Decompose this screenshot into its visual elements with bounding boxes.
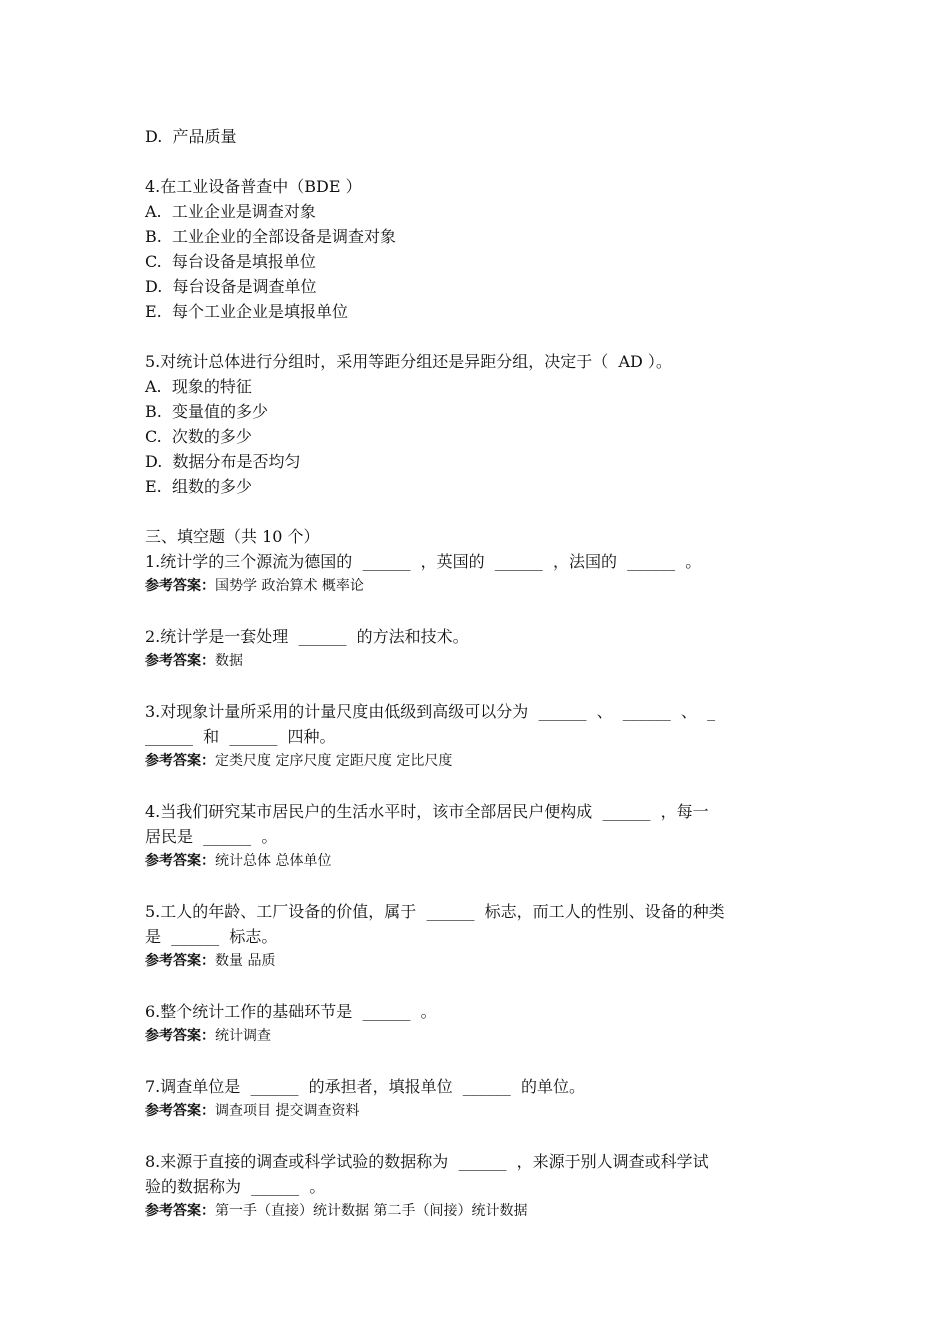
answer-label: 参考答案：	[145, 1203, 215, 1219]
option-b: B. 工业企业的全部设备是调查对象	[145, 227, 397, 246]
fill-question-3	[145, 699, 810, 774]
fill-question-6	[145, 999, 810, 1049]
answer-text: 统计调查	[215, 1028, 271, 1044]
section-title: 三、填空题（共 10 个）	[145, 527, 320, 546]
option-d: D. 产品质量	[145, 127, 237, 146]
document-page	[145, 124, 810, 1224]
answer-text: 数量 品质	[215, 953, 276, 969]
answer-line	[145, 1024, 810, 1049]
answer-label: 参考答案：	[145, 953, 215, 969]
fill-question-1	[145, 549, 810, 599]
fill-question-2	[145, 624, 810, 674]
option-e: E. 每个工业企业是填报单位	[145, 302, 348, 321]
answer-label: 参考答案：	[145, 753, 215, 769]
option-a: A. 现象的特征	[145, 377, 252, 396]
fill-question-7	[145, 1074, 810, 1124]
question-5	[145, 349, 810, 499]
answer-text: 第一手（直接）统计数据 第二手（间接）统计数据	[215, 1203, 528, 1219]
answer-label: 参考答案：	[145, 578, 215, 594]
answer-text: 调查项目 提交调查资料	[215, 1103, 360, 1119]
answer-line	[145, 849, 810, 874]
question-stem: 4.在工业设备普查中（BDE ）	[145, 177, 362, 196]
question-text-cont: 验的数据称为 ______ 。	[145, 1177, 326, 1196]
answer-line	[145, 1099, 810, 1124]
option-d: D. 数据分布是否均匀	[145, 452, 301, 471]
question-4	[145, 174, 810, 324]
fill-question-5	[145, 899, 810, 974]
question-text: 2.统计学是一套处理 ______ 的方法和技术。	[145, 627, 469, 646]
question-text: 6.整个统计工作的基础环节是 ______ 。	[145, 1002, 437, 1021]
question-stem: 5.对统计总体进行分组时，采用等距分组还是异距分组，决定于（ AD ）。	[145, 352, 672, 371]
answer-line	[145, 574, 810, 599]
answer-label: 参考答案：	[145, 1103, 215, 1119]
option-c: C. 次数的多少	[145, 427, 252, 446]
answer-line	[145, 649, 810, 674]
option-a: A. 工业企业是调查对象	[145, 202, 316, 221]
option-b: B. 变量值的多少	[145, 402, 269, 421]
answer-text: 定类尺度 定序尺度 定距尺度 定比尺度	[215, 753, 453, 769]
fill-question-4	[145, 799, 810, 874]
answer-line	[145, 749, 810, 774]
question-text: 8.来源于直接的调查或科学试验的数据称为 ______ ，来源于别人调查或科学试	[145, 1152, 709, 1171]
question-text: 3.对现象计量所采用的计量尺度由低级到高级可以分为 ______ 、 ______ 、 _	[145, 702, 716, 721]
option-e: E. 组数的多少	[145, 477, 252, 496]
answer-line	[145, 1199, 810, 1224]
question-text: 1.统计学的三个源流为德国的 ______ ，英国的 ______ ，法国的 ______ 。	[145, 552, 702, 571]
fill-question-8	[145, 1149, 810, 1224]
answer-label: 参考答案：	[145, 853, 215, 869]
question-text-cont: 居民是 ______ 。	[145, 827, 278, 846]
question-text-cont: ______ 和 ______ 四种。	[145, 727, 336, 746]
question-text: 7.调查单位是 ______ 的承担者，填报单位 ______ 的单位。	[145, 1077, 585, 1096]
question-text-cont: 是 ______ 标志。	[145, 927, 278, 946]
answer-label: 参考答案：	[145, 653, 215, 669]
answer-line	[145, 949, 810, 974]
question-text: 4.当我们研究某市居民户的生活水平时，该市全部居民户便构成 ______ ，每一	[145, 802, 709, 821]
answer-text: 统计总体 总体单位	[215, 853, 332, 869]
option-c: C. 每台设备是填报单位	[145, 252, 316, 271]
answer-label: 参考答案：	[145, 1028, 215, 1044]
option-d: D. 每台设备是调查单位	[145, 277, 317, 296]
answer-text: 数据	[215, 653, 243, 669]
question-text: 5.工人的年龄、工厂设备的价值，属于 ______ 标志，而工人的性别、设备的种类	[145, 902, 725, 921]
answer-text: 国势学 政治算术 概率论	[215, 578, 364, 594]
